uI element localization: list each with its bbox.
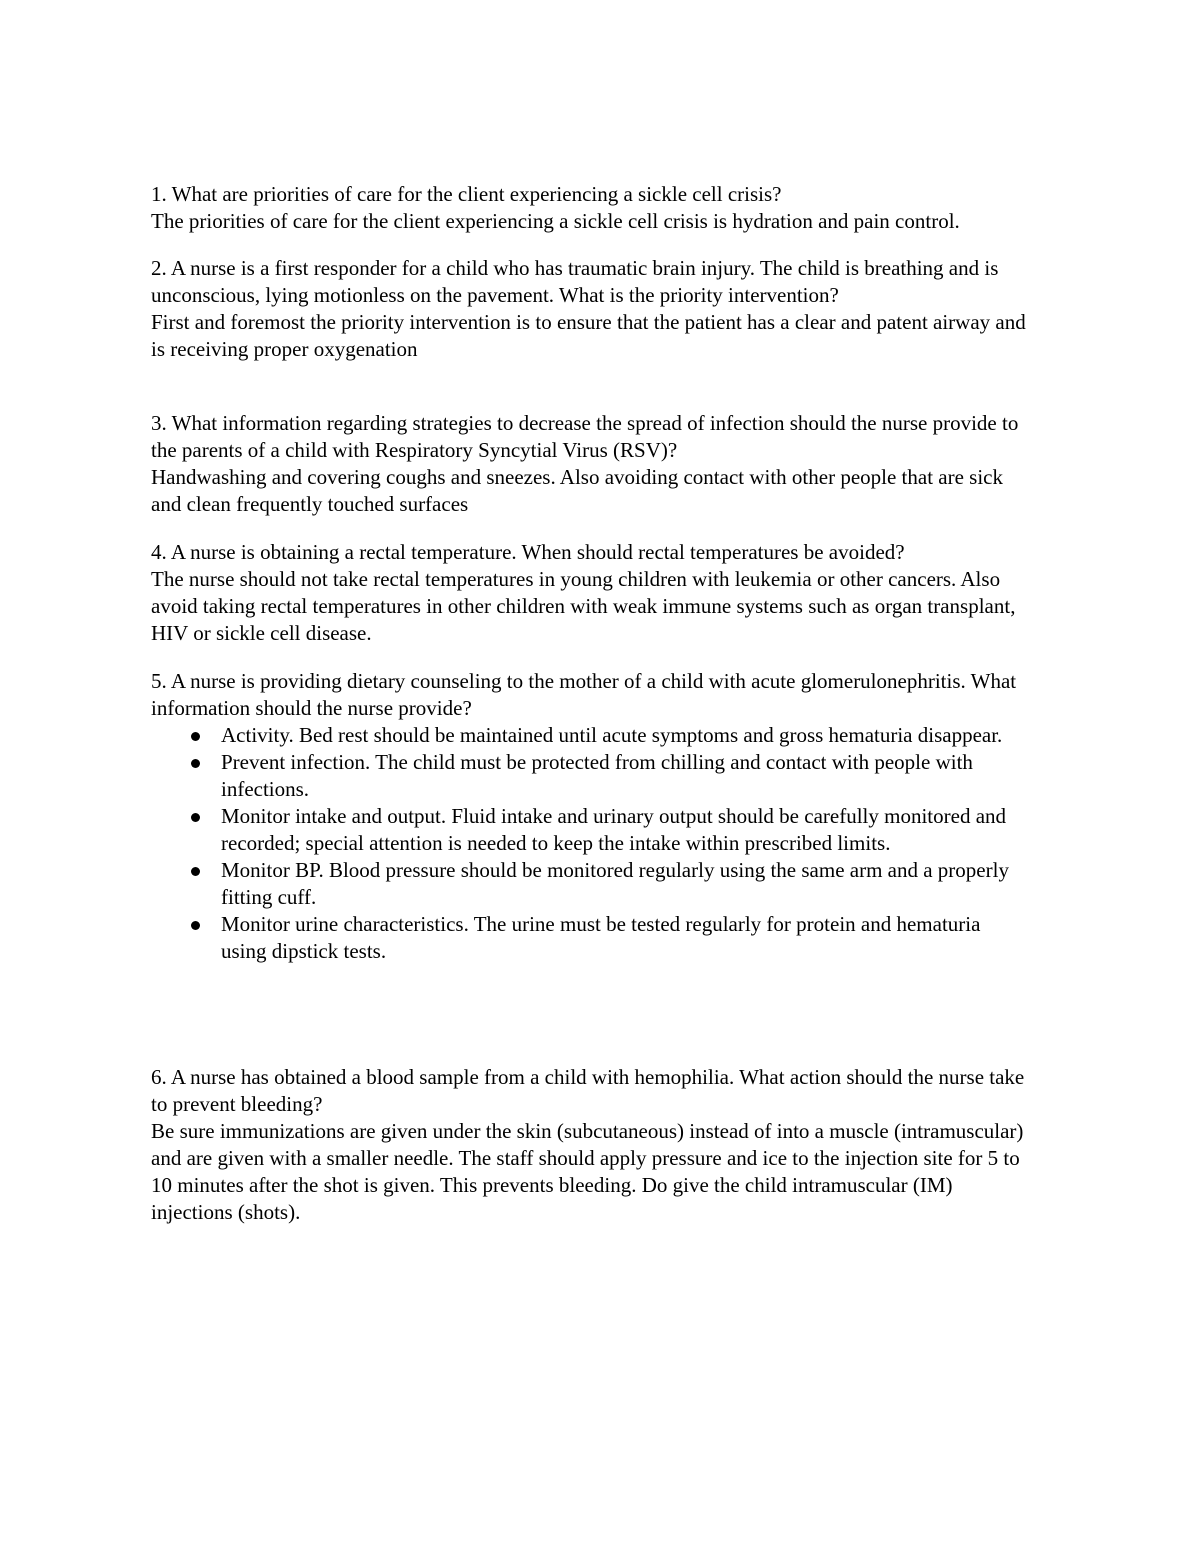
answer-text: Handwashing and covering coughs and sneezes. Also avoiding contact with other people that are sick and clean frequently touched surfaces <box>151 465 1004 516</box>
list-item-text: Monitor BP. Blood pressure should be monitored regularly using the same arm and a properly fitting cuff. <box>221 858 1009 909</box>
question-text: 5. A nurse is providing dietary counseling to the mother of a child with acute glomerulonephritis. What information should the nurse provide? <box>151 669 1017 720</box>
question-block-6 <box>151 1064 1031 1226</box>
list-item <box>221 911 1031 965</box>
question-text: 1. What are priorities of care for the client experiencing a sickle cell crisis? <box>151 182 782 206</box>
list-item <box>221 722 1031 749</box>
question-block-5 <box>151 668 1031 965</box>
question-block-3 <box>151 410 1031 518</box>
list-item-text: Monitor urine characteristics. The urine must be tested regularly for protein and hematuria using dipstick tests. <box>221 912 981 963</box>
answer-text: Be sure immunizations are given under the skin (subcutaneous) instead of into a muscle (intramuscular) and are given with a smaller needle. The staff should apply pressure and ice to the injection site for 5 to 10 minutes after the shot is given. This prevents bleeding. Do give the child intramuscular (IM) injections (shots). <box>151 1119 1024 1224</box>
list-item <box>221 749 1031 803</box>
question-block-2 <box>151 255 1031 363</box>
list-item <box>221 857 1031 911</box>
bullet-list <box>151 722 1031 965</box>
answer-text: The nurse should not take rectal temperatures in young children with leukemia or other cancers. Also avoid taking rectal temperatures in other children with weak immune systems such as organ transplant, HIV or sickle cell disease. <box>151 567 1016 645</box>
list-item-text: Monitor intake and output. Fluid intake and urinary output should be carefully monitored and recorded; special attention is needed to keep the intake within prescribed limits. <box>221 804 1007 855</box>
list-item <box>221 803 1031 857</box>
bullet-icon <box>191 732 200 741</box>
question-text: 2. A nurse is a first responder for a child who has traumatic brain injury. The child is breathing and is unconscious, lying motionless on the pavement. What is the priority intervention? <box>151 256 999 307</box>
question-block-4 <box>151 539 1031 647</box>
bullet-icon <box>191 759 200 768</box>
bullet-icon <box>191 921 200 930</box>
answer-text: First and foremost the priority intervention is to ensure that the patient has a clear and patent airway and is receiving proper oxygenation <box>151 310 1026 361</box>
question-text: 4. A nurse is obtaining a rectal temperature. When should rectal temperatures be avoided? <box>151 540 905 564</box>
question-text: 6. A nurse has obtained a blood sample from a child with hemophilia. What action should the nurse take to prevent bleeding? <box>151 1065 1025 1116</box>
question-text: 3. What information regarding strategies to decrease the spread of infection should the nurse provide to the parents of a child with Respiratory Syncytial Virus (RSV)? <box>151 411 1019 462</box>
list-item-text: Prevent infection. The child must be protected from chilling and contact with people with infections. <box>221 750 973 801</box>
document-page <box>151 181 1031 1226</box>
bullet-icon <box>191 813 200 822</box>
question-block-1 <box>151 181 1031 235</box>
answer-text: The priorities of care for the client experiencing a sickle cell crisis is hydration and pain control. <box>151 209 960 233</box>
bullet-icon <box>191 867 200 876</box>
list-item-text: Activity. Bed rest should be maintained until acute symptoms and gross hematuria disappear. <box>221 723 1003 747</box>
